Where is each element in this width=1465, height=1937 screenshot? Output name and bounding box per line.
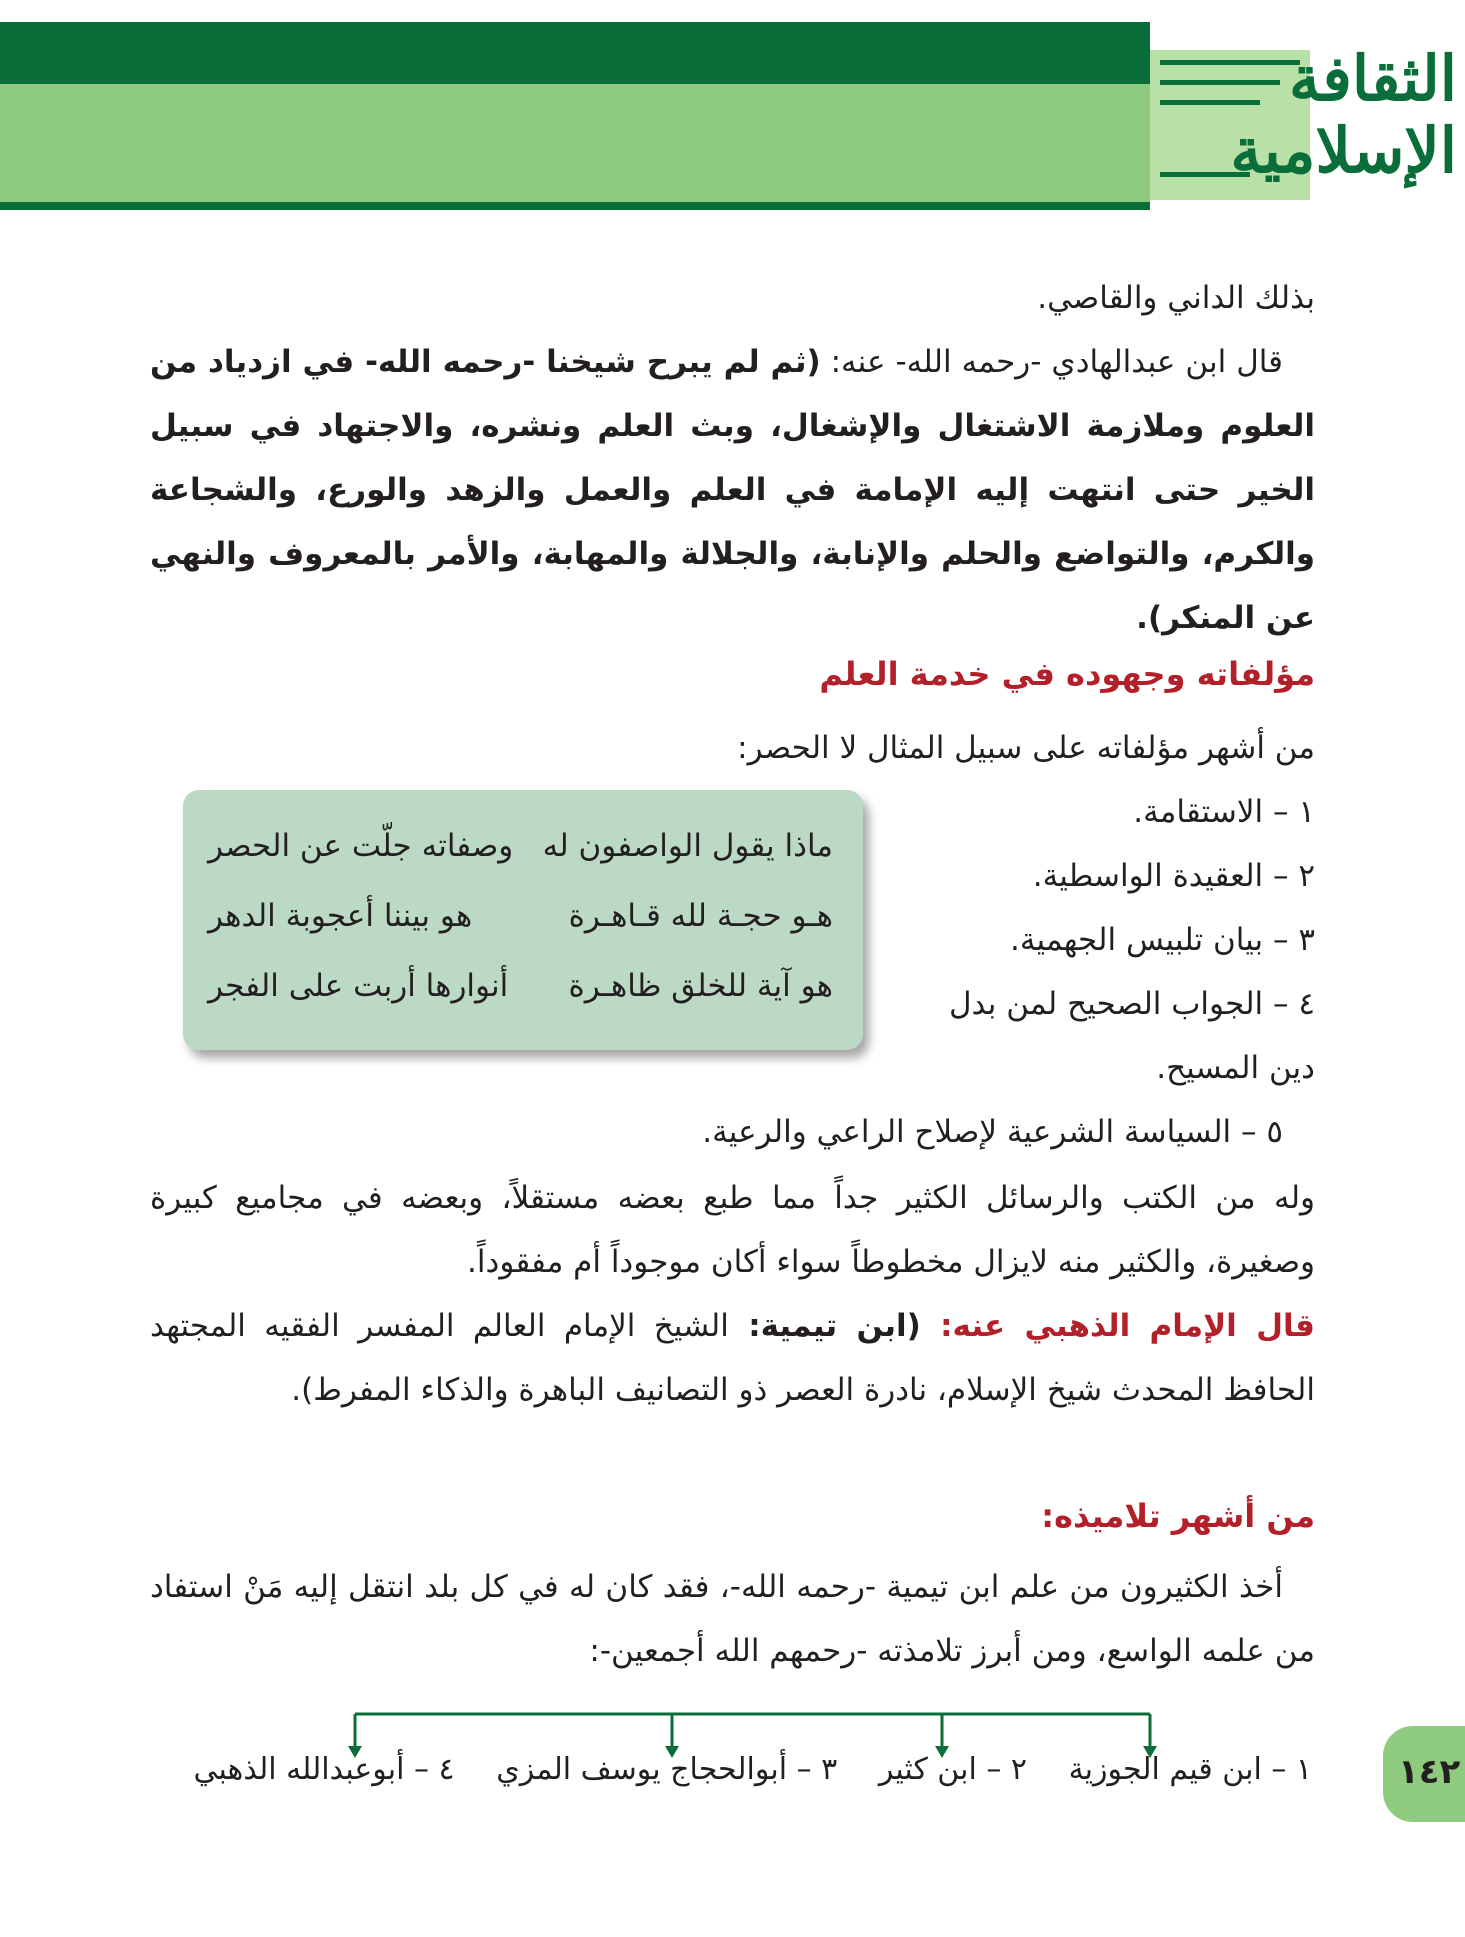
intro-section (150, 266, 1315, 650)
logo-stripe (1160, 60, 1300, 65)
students-heading: من أشهر تلاميذه: (1041, 1497, 1315, 1535)
poem-first-hemistich: هـو حجـة لله قـاهـرة (568, 898, 833, 934)
dhahabi-name: (ابن تيمية: (728, 1308, 921, 1344)
header-band-light (0, 84, 1150, 202)
logo-stripe (1160, 100, 1260, 105)
student-name: ١ – ابن قيم الجوزية (1068, 1752, 1312, 1787)
intro-line: بذلك الداني والقاصي. (1037, 280, 1315, 316)
works-lead: من أشهر مؤلفاته على سبيل المثال لا الحصر: (737, 730, 1315, 766)
works-paragraph: وله من الكتب والرسائل الكثير جداً مما طبع بعضه مستقلاً، وبعضه في مجاميع كبيرة وصغيرة، والكثير منه لايزال مخطوطاً سواء أكان موجوداً أم مفقوداً. (150, 1180, 1315, 1280)
dhahabi-body: الشيخ الإمام العالم المفسر الفقيه المجتهد الحافظ المحدث شيخ الإسلام، نادرة العصر ذو التصانيف الباهرة والذكاء المفرط). (150, 1308, 1315, 1408)
poem-second-hemistich: أنوارها أربت على الفجر (208, 968, 509, 1004)
series-logo (1150, 22, 1465, 210)
works-item: دين المسيح. (1156, 1050, 1315, 1086)
works-item: ٢ – العقيدة الواسطية. (1032, 858, 1315, 894)
works-item: ٥ – السياسة الشرعية لإصلاح الراعي والرعية. (702, 1114, 1283, 1150)
students-paragraph: أخذ الكثيرون من علم ابن تيمية -رحمه الله-، فقد كان له في كل بلد انتقل إليه مَنْ استفاد من علمه الواسع، ومن أبرز تلامذته -رحمهم الله أجمعين-: (150, 1569, 1315, 1669)
student-name: ٤ – أبوعبدالله الذهبي (193, 1752, 455, 1787)
poem-box (183, 790, 863, 1050)
works-list (905, 780, 1315, 1036)
quote-lead: قال ابن عبدالهادي -رحمه الله- عنه: (820, 344, 1283, 380)
works-paragraphs (150, 1166, 1315, 1422)
page-number: ١٤٢ (1398, 1752, 1461, 1792)
dhahabi-paragraph (150, 1294, 1315, 1422)
logo-stripe (1160, 80, 1280, 85)
logo-word-islamiya: الإسلامية (1230, 114, 1457, 187)
poem-first-hemistich: هو آية للخلق ظاهـرة (568, 968, 833, 1004)
works-item: ٣ – بيان تلبيس الجهمية. (1010, 922, 1315, 958)
works-heading: مؤلفاته وجهوده في خدمة العلم (819, 655, 1315, 693)
poem-first-hemistich: ماذا يقول الواصفون له (542, 828, 833, 864)
works-list-continued (702, 1036, 1315, 1164)
works-item: ٤ – الجواب الصحيح لمن بدل (948, 986, 1315, 1022)
poem-row (208, 968, 833, 1028)
poem-row (208, 898, 833, 958)
dhahabi-lead: قال الإمام الذهبي عنه: (920, 1308, 1315, 1344)
header-band-dark (0, 22, 1150, 84)
works-item: ١ – الاستقامة. (1133, 794, 1315, 830)
poem-second-hemistich: هو بيننا أعجوبة الدهر (208, 898, 473, 934)
poem-row (208, 828, 833, 888)
quote-body: (ثم لم يبرح شيخنا -رحمه الله- في ازدياد من العلوم وملازمة الاشتغال والإشغال، وبث العلم ونشره، والاجتهاد في سبيل الخير حتى انتهت إليه الإمامة في العلم والعمل والزهد والورع، والشجاعة والكرم، والتواضع والحلم والإنابة، والجلالة والمهابة، والأمر بالمعروف والنهي عن المنكر). (150, 344, 1315, 636)
student-name: ٢ – ابن كثير (878, 1752, 1028, 1787)
student-name: ٣ – أبوالحجاج يوسف المزي (496, 1752, 838, 1787)
quote-paragraph (150, 330, 1315, 650)
poem-second-hemistich: وصفاته جلّت عن الحصر (208, 828, 514, 864)
students-section (150, 1555, 1315, 1683)
logo-word-thaqafa: الثقافة (1289, 42, 1457, 115)
students-names (161, 1752, 1312, 1787)
